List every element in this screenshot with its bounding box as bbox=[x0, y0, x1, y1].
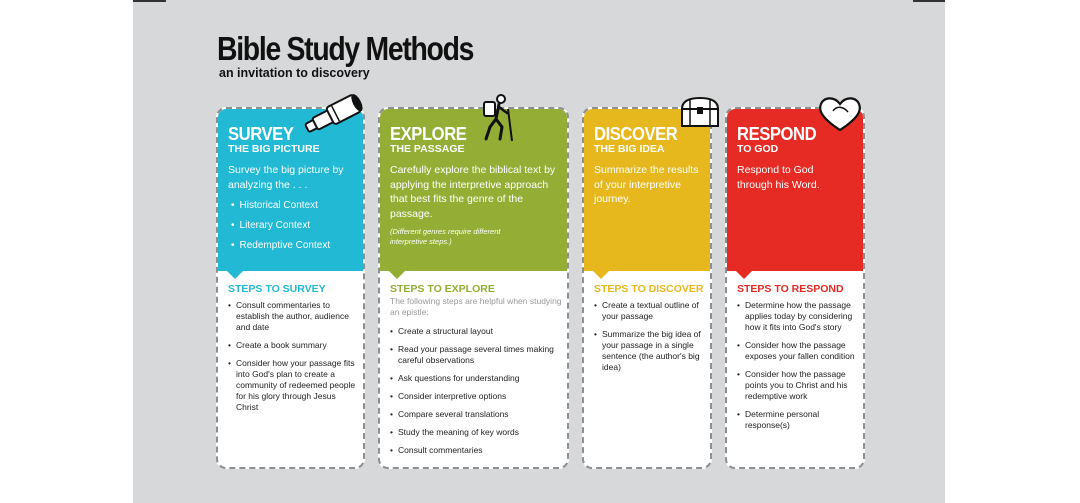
step-item: • Create a book summary bbox=[228, 340, 357, 351]
respond-steps-list bbox=[737, 300, 857, 438]
respond-steps-title: STEPS TO RESPOND bbox=[737, 283, 844, 295]
step-item: • Ask questions for understanding bbox=[390, 373, 561, 384]
survey-notch bbox=[227, 271, 243, 279]
respond-intro: Respond to God through his Word. bbox=[737, 164, 820, 191]
explore-card-header bbox=[380, 109, 567, 271]
discover-steps-title: STEPS TO DISCOVER bbox=[594, 283, 704, 295]
explore-intro: Carefully explore the biblical text by applying the interpretive approach that best fits the genre of the passage. bbox=[390, 164, 556, 220]
survey-intro: Survey the big picture by analyzing the . . . bbox=[228, 164, 344, 191]
hiker-icon bbox=[478, 93, 520, 143]
respond-notch bbox=[736, 271, 752, 279]
respond-subheading: TO GOD bbox=[737, 143, 779, 155]
step-item: • Compare several translations bbox=[390, 409, 561, 420]
survey-heading: SURVEY bbox=[228, 123, 294, 144]
survey-context-list bbox=[231, 199, 330, 259]
treasure-chest-icon bbox=[679, 95, 721, 129]
survey-card bbox=[216, 107, 365, 469]
explore-card bbox=[378, 107, 569, 469]
page-subtitle: an invitation to discovery bbox=[219, 66, 370, 80]
explore-steps-title: STEPS TO EXPLORE bbox=[390, 283, 495, 295]
step-item: • Read your passage several times making careful observations bbox=[390, 344, 561, 366]
page-title: Bible Study Methods bbox=[217, 30, 474, 67]
explore-steps-list bbox=[390, 326, 561, 463]
explore-notch bbox=[389, 271, 405, 279]
explore-note: (Different genres require different interpretive steps.) bbox=[390, 227, 501, 246]
step-item: • Determine how the passage applies today by considering how it fits into God's story bbox=[737, 300, 857, 333]
heart-icon bbox=[815, 94, 865, 134]
discover-subheading: THE BIG IDEA bbox=[594, 143, 665, 155]
step-item: • Consult commentaries bbox=[390, 445, 561, 456]
survey-steps-title: STEPS TO SURVEY bbox=[228, 283, 326, 295]
discover-heading: DISCOVER bbox=[594, 123, 678, 144]
step-item: • Summarize the big idea of your passage in a single sentence (the author's big idea) bbox=[594, 329, 704, 373]
step-item: • Consider interpretive options bbox=[390, 391, 561, 402]
respond-card bbox=[725, 107, 865, 469]
survey-steps-list bbox=[228, 300, 357, 420]
discover-intro: Summarize the results of your interpretive journey. bbox=[594, 164, 699, 205]
crop-mark bbox=[133, 0, 166, 2]
step-item: • Determine personal response(s) bbox=[737, 409, 857, 431]
discover-card bbox=[582, 107, 712, 469]
step-item: • Study the meaning of key words bbox=[390, 427, 561, 438]
step-item: • Consider how the passage exposes your fallen condition bbox=[737, 340, 857, 362]
explore-steps-intro: The following steps are helpful when studying an epistle: bbox=[390, 296, 562, 317]
context-item: • Redemptive Context bbox=[231, 239, 330, 259]
discover-notch bbox=[593, 271, 609, 279]
telescope-icon bbox=[300, 94, 368, 136]
discover-card-header bbox=[584, 109, 710, 271]
context-item: • Historical Context bbox=[231, 199, 330, 219]
step-item: • Create a structural layout bbox=[390, 326, 561, 337]
step-item: • Consider how the passage points you to Christ and his redemptive work bbox=[737, 369, 857, 402]
survey-subheading: THE BIG PICTURE bbox=[228, 143, 320, 155]
crop-mark bbox=[913, 0, 945, 2]
explore-subheading: THE PASSAGE bbox=[390, 143, 465, 155]
explore-heading: EXPLORE bbox=[390, 123, 467, 144]
discover-steps-list bbox=[594, 300, 704, 380]
step-item: • Consult commentaries to establish the author, audience and date bbox=[228, 300, 357, 333]
respond-heading: RESPOND bbox=[737, 123, 817, 144]
context-item: • Literary Context bbox=[231, 219, 330, 239]
step-item: • Create a textual outline of your passage bbox=[594, 300, 704, 322]
step-item: • Consider how your passage fits into God's plan to create a community of redeemed people for his glory through Jesus Christ bbox=[228, 358, 357, 413]
